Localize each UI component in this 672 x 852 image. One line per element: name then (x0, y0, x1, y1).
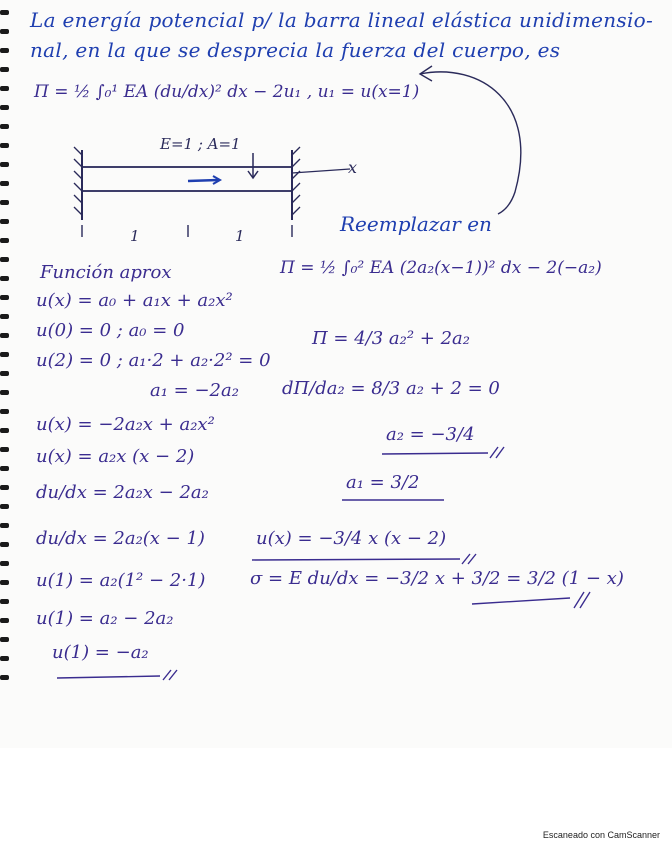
curved-arrow (410, 62, 540, 222)
bar-diagram (60, 125, 380, 250)
left-line-12: u(1) = −a₂ (52, 642, 149, 663)
left-line-9: du/dx = 2a₂(x − 1) (36, 528, 205, 549)
underline-sigma (470, 588, 600, 610)
right-line-4: a₂ = −3/4 (386, 424, 475, 445)
right-line-3: dΠ/da₂ = 8/3 a₂ + 2 = 0 (282, 378, 500, 399)
replace-label: Reemplazar en (340, 212, 492, 236)
axis-x-label: x (348, 158, 358, 177)
left-line-5: a₁ = −2a₂ (150, 380, 239, 401)
left-line-3: u(0) = 0 ; a₀ = 0 (36, 320, 185, 341)
left-line-7: u(x) = a₂x (x − 2) (36, 446, 195, 467)
underline-a2 (380, 444, 520, 460)
right-line-6: u(x) = −3/4 x (x − 2) (256, 528, 447, 549)
potential-equation: Π = ½ ∫₀¹ EA (du/dx)² dx − 2u₁ , u₁ = u(x=1) (34, 82, 420, 102)
underline-a1 (340, 494, 460, 506)
left-line-11: u(1) = a₂ − 2a₂ (36, 608, 174, 629)
left-line-6: u(x) = −2a₂x + a₂x² (36, 414, 215, 435)
spiral-binding (0, 10, 14, 700)
scanner-watermark: Escaneado con CamScanner (542, 830, 660, 840)
elastic-bar (82, 167, 292, 191)
title-line-2: nal, en la que se desprecia la fuerza del cuerpo, es (30, 38, 561, 62)
right-line-5: a₁ = 3/2 (346, 472, 420, 493)
bar-properties: E=1 ; A=1 (160, 135, 241, 153)
title-line-1: La energía potencial p/ la barra lineal elástica unidimensio- (30, 8, 654, 32)
underline-left (55, 668, 185, 682)
right-line-1: Π = ½ ∫₀² EA (2a₂(x−1))² dx − 2(−a₂) (280, 258, 602, 278)
left-line-8: du/dx = 2a₂x − 2a₂ (36, 482, 209, 503)
left-line-2: u(x) = a₀ + a₁x + a₂x² (36, 290, 233, 311)
left-line-1: Función aprox (40, 262, 172, 283)
underline-ux (250, 552, 500, 566)
dim-2: 1 (235, 227, 245, 245)
dim-1: 1 (130, 227, 140, 245)
left-line-4: u(2) = 0 ; a₁·2 + a₂·2² = 0 (36, 350, 271, 371)
left-line-10: u(1) = a₂(1² − 2·1) (36, 570, 206, 591)
right-line-2: Π = 4/3 a₂² + 2a₂ (312, 328, 471, 349)
right-line-7: σ = E du/dx = −3/2 x + 3/2 = 3/2 (1 − x) (250, 568, 624, 589)
